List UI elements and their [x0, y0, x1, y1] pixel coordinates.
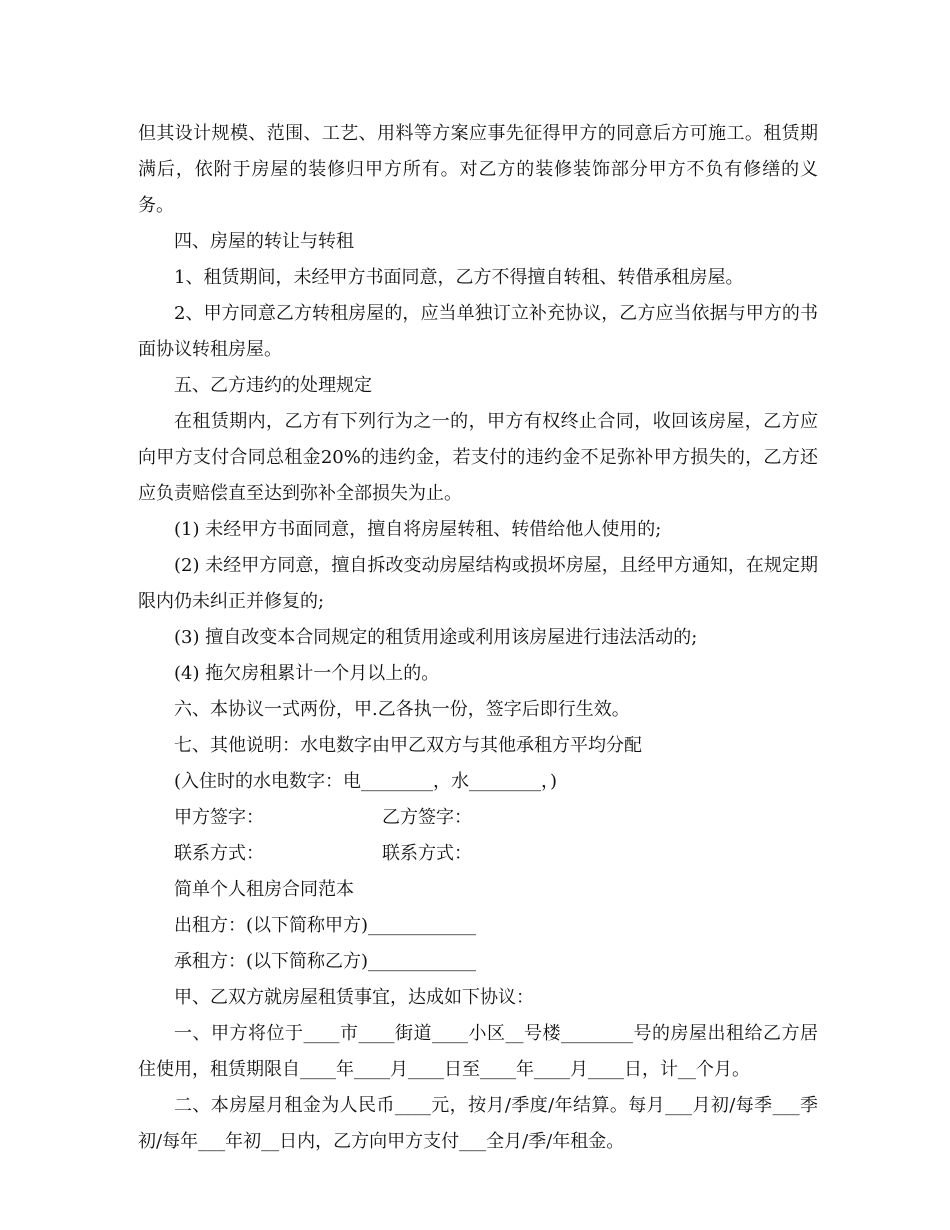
utility-readings: (入住时的水电数字：电________，水________，)	[174, 771, 558, 792]
paragraph-breach-terms: 在租赁期内，乙方有下列行为之一的，甲方有权终止合同，收回该房屋，乙方应向甲方支付合同总租金20%的违约金，若支付的违约金不足弥补甲方损失的，乙方还应负责赔偿直至达到弥补全部损失为止。	[138, 411, 818, 504]
clause-transfer-1: 1、租赁期间，未经甲方书面同意，乙方不得擅自转租、转借承租房屋。	[174, 267, 744, 288]
party-a-contact-label: 联系方式：	[174, 843, 264, 864]
clause-rent-payment: 二、本房屋月租金为人民币____元，按月/季度/年结算。每月___月初/每季___季初/每年___年初__日内，乙方向甲方支付___全月/季/年租金。	[138, 1095, 818, 1152]
breach-item-3: (3) 擅自改变本合同规定的租赁用途或利用该房屋进行违法活动的;	[174, 627, 698, 648]
party-b-contact-label: 联系方式：	[382, 843, 472, 864]
clause-other-notes: 七、其他说明：水电数字由甲乙双方与其他承租方平均分配	[174, 735, 642, 756]
party-b-signature-label: 乙方签字：	[382, 807, 472, 828]
clause-property-location: 一、甲方将位于____市____街道____小区__号楼________号的房屋出租给乙方居住使用，租赁期限自____年____月____日至____年____月____日，计__个月。	[138, 1023, 818, 1080]
agreement-intro: 甲、乙双方就房屋租赁事宜，达成如下协议：	[174, 987, 534, 1008]
lessee-line: 承租方：(以下简称乙方)____________	[174, 951, 477, 972]
party-a-signature-label: 甲方签字：	[174, 807, 264, 828]
breach-item-4: (4) 拖欠房租累计一个月以上的。	[174, 663, 440, 684]
section-heading-transfer: 四、房屋的转让与转租	[174, 231, 354, 252]
lessor-line: 出租方：(以下简称甲方)____________	[174, 915, 477, 936]
contract-title: 简单个人租房合同范本	[174, 879, 354, 900]
breach-item-2: (2) 未经甲方同意，擅自拆改变动房屋结构或损坏房屋，且经甲方通知，在规定期限内仍未纠正并修复的;	[138, 555, 818, 612]
clause-copies: 六、本协议一式两份，甲.乙各执一份，签字后即行生效。	[174, 699, 630, 720]
breach-item-1: (1) 未经甲方书面同意，擅自将房屋转租、转借给他人使用的;	[174, 519, 662, 540]
section-heading-breach: 五、乙方违约的处理规定	[174, 375, 372, 396]
clause-transfer-2: 2、甲方同意乙方转租房屋的，应当单独订立补充协议，乙方应当依据与甲方的书面协议转租房屋。	[138, 303, 818, 360]
paragraph-renovation-continued: 但其设计规模、范围、工艺、用料等方案应事先征得甲方的同意后方可施工。租赁期满后，依附于房屋的装修归甲方所有。对乙方的装修装饰部分甲方不负有修缮的义务。	[138, 123, 818, 216]
